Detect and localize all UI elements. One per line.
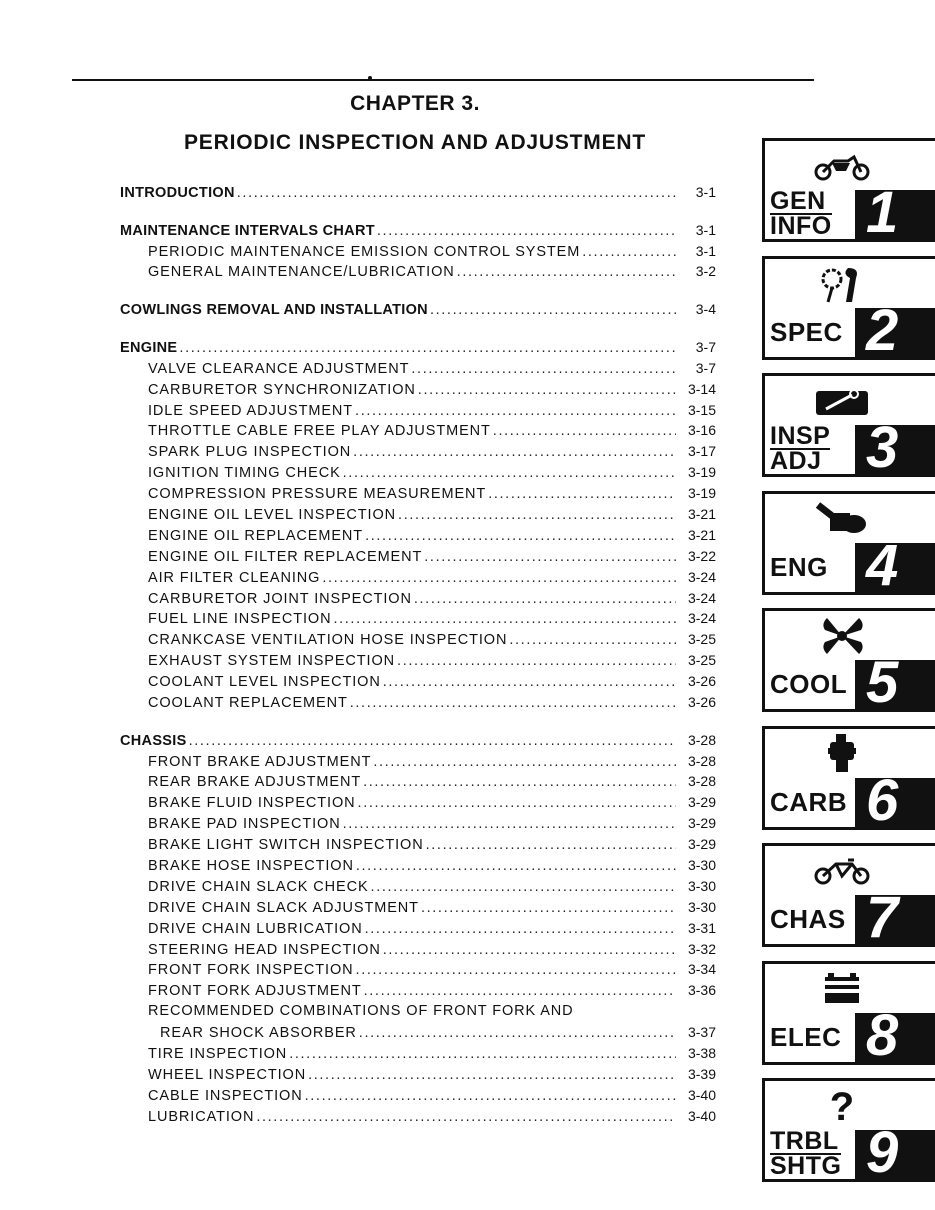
- toc-entry-label: RECOMMENDED COMBINATIONS OF FRONT FORK AND: [148, 1003, 574, 1020]
- toc-entry-label: ENGINE: [120, 339, 178, 356]
- toc-group: [120, 732, 716, 1129]
- toc-dot-leader: [509, 632, 676, 648]
- toc-entry-label: GENERAL MAINTENANCE/LUBRICATION: [148, 264, 455, 281]
- toc-entry-page: 3-1: [695, 221, 716, 238]
- toc-entry-label: CRANKCASE VENTILATION HOSE INSPECTION: [148, 632, 508, 649]
- toc-entry[interactable]: [120, 899, 716, 920]
- toc-entry[interactable]: [120, 673, 716, 694]
- toc-entry-label: COWLINGS REMOVAL AND INSTALLATION: [120, 302, 428, 319]
- toc-entry-page: 3-29: [687, 836, 716, 853]
- toc-entry-page: 3-40: [687, 1086, 716, 1103]
- chapter-title: PERIODIC INSPECTION AND ADJUSTMENT: [183, 131, 646, 154]
- toc-entry-page: 3-15: [687, 401, 716, 418]
- toc-dot-leader: [358, 795, 676, 811]
- tab-number: 2: [866, 297, 899, 363]
- chapter-number: CHAPTER 3.: [350, 92, 480, 115]
- toc-entry-label: LUBRICATION: [148, 1108, 255, 1125]
- toc-entry[interactable]: [120, 794, 716, 815]
- toc-entry-label: CHASSIS: [120, 732, 187, 749]
- toc-entry-label: BRAKE FLUID INSPECTION: [148, 795, 356, 812]
- toc-entry-label: ENGINE OIL FILTER REPLACEMENT: [148, 548, 423, 565]
- toc-entry[interactable]: [120, 1045, 716, 1066]
- tab-number: 1: [866, 180, 899, 245]
- tab-number: 4: [866, 532, 899, 598]
- tab-label-line: ADJ: [770, 447, 822, 475]
- tab-label-line: ENG: [770, 551, 828, 582]
- toc-entry-label: INTRODUCTION: [120, 185, 235, 201]
- toc-group: [120, 301, 716, 322]
- toc-entry-page: 3-30: [687, 898, 716, 915]
- toc-entry-label: DRIVE CHAIN LUBRICATION: [148, 920, 363, 937]
- toc-entry-label: COOLANT LEVEL INSPECTION: [148, 674, 381, 691]
- toc-entry-page: 3-1: [695, 242, 716, 259]
- tab-label: [770, 904, 846, 934]
- tab-label-line: TRBL: [770, 1130, 841, 1155]
- toc-dot-leader: [356, 858, 676, 874]
- toc-entry-label: THROTTLE CABLE FREE PLAY ADJUSTMENT: [148, 423, 491, 440]
- toc-entry-page: 3-37: [687, 1024, 716, 1041]
- toc-dot-leader: [256, 1109, 676, 1125]
- toc-dot-leader: [398, 507, 676, 523]
- toc-dot-leader: [582, 244, 676, 260]
- toc-section-entry[interactable]: [120, 732, 716, 753]
- toc-entry-label: STEERING HEAD INSPECTION: [148, 941, 381, 958]
- toc-entry[interactable]: [120, 1108, 716, 1129]
- toc-entry[interactable]: [120, 443, 716, 464]
- toc-dot-leader: [356, 962, 676, 978]
- toc-entry[interactable]: [120, 941, 716, 962]
- toc-entry[interactable]: [120, 631, 716, 652]
- toc-entry[interactable]: [120, 381, 716, 402]
- toc-dot-leader: [430, 302, 676, 318]
- toc-entry[interactable]: [120, 920, 716, 941]
- toc-entry-page: 3-4: [695, 301, 716, 318]
- table-of-contents: [120, 184, 716, 1145]
- toc-entry-label: IDLE SPEED ADJUSTMENT: [148, 402, 354, 419]
- toc-entry-page: 3-29: [687, 794, 716, 811]
- svg-text:?: ?: [829, 1085, 855, 1128]
- toc-entry-label: TIRE INSPECTION: [148, 1046, 288, 1063]
- toc-group: [120, 339, 716, 715]
- toc-group: [120, 184, 716, 205]
- tab-label-line: GEN: [770, 190, 832, 215]
- chapter-tab-cool[interactable]: [762, 608, 935, 715]
- tab-label-line: CHAS: [770, 904, 846, 934]
- toc-dot-leader: [355, 403, 676, 419]
- toc-entry-page: 3-26: [687, 693, 716, 710]
- toc-entry-label: MAINTENANCE INTERVALS CHART: [120, 222, 375, 239]
- toc-entry-label: COMPRESSION PRESSURE MEASUREMENT: [148, 486, 487, 503]
- tab-number: 9: [866, 1120, 899, 1185]
- toc-entry-label: FRONT FORK ADJUSTMENT: [148, 983, 362, 1000]
- toc-entry[interactable]: [120, 590, 716, 611]
- toc-entry-page: 3-21: [687, 526, 716, 543]
- toc-entry[interactable]: [120, 1024, 716, 1045]
- rule-mark: [368, 76, 372, 80]
- toc-entry-label: FRONT FORK INSPECTION: [148, 962, 354, 979]
- toc-dot-leader: [493, 423, 676, 439]
- toc-entry-page: 3-21: [687, 505, 716, 522]
- toc-entry-label: BRAKE PAD INSPECTION: [148, 816, 341, 833]
- toc-entry[interactable]: [120, 878, 716, 899]
- toc-entry[interactable]: [120, 773, 716, 794]
- toc-entry-page: 3-25: [687, 652, 716, 669]
- toc-entry-page: 3-1: [695, 184, 716, 200]
- toc-entry-page: 3-7: [695, 338, 716, 355]
- tab-label: [770, 786, 848, 817]
- toc-entry-page: 3-38: [687, 1045, 716, 1062]
- toc-entry-label: FRONT BRAKE ADJUSTMENT: [148, 753, 372, 770]
- toc-entry-page: 3-28: [687, 731, 716, 748]
- tab-label-line: CARB: [770, 786, 848, 817]
- toc-entry[interactable]: [120, 569, 716, 590]
- tab-label-line: SHTG: [770, 1152, 842, 1180]
- toc-entry-page: 3-28: [687, 752, 716, 769]
- toc-entry-page: 3-24: [687, 610, 716, 627]
- chapter-tab-spec[interactable]: [762, 256, 935, 363]
- toc-section-entry[interactable]: [120, 222, 716, 243]
- toc-entry-page: 3-29: [687, 815, 716, 832]
- toc-entry-page: 3-40: [687, 1107, 716, 1124]
- toc-section-entry[interactable]: [120, 339, 716, 360]
- toc-entry-page: 3-17: [687, 443, 716, 460]
- toc-dot-leader: [426, 837, 676, 853]
- toc-entry-label: FUEL LINE INSPECTION: [148, 611, 332, 628]
- toc-entry[interactable]: [120, 464, 716, 485]
- toc-dot-leader: [343, 465, 676, 481]
- toc-entry-page: 3-7: [695, 359, 716, 376]
- tab-label-line: COOL: [770, 669, 848, 699]
- toc-entry-page: 3-16: [687, 422, 716, 439]
- toc-entry-page: 3-30: [687, 877, 716, 894]
- toc-entry[interactable]: [120, 360, 716, 381]
- toc-entry[interactable]: [120, 527, 716, 548]
- toc-dot-leader: [365, 921, 676, 937]
- toc-entry-label: CARBURETOR JOINT INSPECTION: [148, 590, 412, 607]
- toc-entry-label: DRIVE CHAIN SLACK CHECK: [148, 878, 369, 895]
- toc-entry-page: 3-14: [687, 380, 716, 397]
- toc-dot-leader: [343, 816, 676, 832]
- tab-label: [770, 187, 832, 240]
- toc-group: [120, 222, 716, 285]
- toc-dot-leader: [397, 653, 676, 669]
- toc-entry-page: 3-2: [695, 263, 716, 280]
- tab-label: [770, 422, 831, 475]
- toc-entry-page: 3-25: [687, 631, 716, 648]
- toc-entry-page: 3-19: [687, 485, 716, 502]
- toc-dot-leader: [373, 754, 676, 770]
- tab-number: 7: [866, 885, 899, 950]
- tab-number: 8: [866, 1002, 899, 1068]
- toc-dot-leader: [353, 444, 676, 460]
- toc-dot-leader: [421, 900, 676, 916]
- toc-dot-leader: [365, 528, 676, 544]
- toc-entry[interactable]: [120, 610, 716, 631]
- toc-entry-label: ENGINE OIL REPLACEMENT: [148, 527, 364, 544]
- tab-label-line: ELEC: [770, 1021, 842, 1052]
- toc-entry[interactable]: [120, 652, 716, 673]
- toc-entry[interactable]: [120, 1066, 716, 1087]
- toc-entry-page: 3-30: [687, 857, 716, 874]
- toc-entry-label: DRIVE CHAIN SLACK ADJUSTMENT: [148, 899, 419, 916]
- toc-entry-label: COOLANT REPLACEMENT: [148, 694, 348, 711]
- toc-entry-label: EXHAUST SYSTEM INSPECTION: [148, 653, 396, 670]
- toc-entry-label: WHEEL INSPECTION: [148, 1066, 307, 1083]
- toc-entry-page: 3-19: [687, 464, 716, 481]
- toc-entry-page: 3-22: [687, 547, 716, 564]
- toc-entry-label: VALVE CLEARANCE ADJUSTMENT: [148, 360, 410, 377]
- toc-dot-leader: [383, 674, 676, 690]
- tab-label: [770, 1021, 842, 1052]
- toc-entry-label: BRAKE LIGHT SWITCH INSPECTION: [148, 837, 424, 854]
- toc-entry-page: 3-26: [687, 673, 716, 690]
- toc-dot-leader: [411, 361, 676, 377]
- toc-entry[interactable]: [120, 961, 716, 982]
- toc-entry[interactable]: [120, 506, 716, 527]
- toc-entry-page: 3-36: [687, 982, 716, 999]
- toc-entry[interactable]: [120, 815, 716, 836]
- toc-entry-label: IGNITION TIMING CHECK: [148, 465, 341, 482]
- toc-entry[interactable]: [120, 982, 716, 1003]
- toc-entry[interactable]: [120, 694, 716, 715]
- toc-dot-leader: [424, 549, 676, 565]
- toc-entry[interactable]: [120, 753, 716, 774]
- toc-section-entry[interactable]: [120, 184, 716, 205]
- toc-dot-leader: [322, 570, 676, 586]
- toc-entry-page: 3-24: [687, 589, 716, 606]
- toc-entry[interactable]: [120, 243, 716, 264]
- toc-dot-leader: [289, 1046, 676, 1062]
- toc-dot-leader: [308, 1067, 676, 1083]
- tab-label: [770, 1127, 842, 1180]
- chapter-tab-chas[interactable]: [762, 843, 935, 950]
- toc-entry[interactable]: [120, 1003, 716, 1024]
- chapter-tab-elec[interactable]: [762, 961, 935, 1068]
- tab-number: 3: [866, 415, 899, 480]
- toc-dot-leader: [363, 774, 676, 790]
- toc-section-entry[interactable]: [120, 301, 716, 322]
- toc-entry[interactable]: [120, 422, 716, 443]
- toc-entry[interactable]: [120, 263, 716, 284]
- tab-label-line: INFO: [770, 212, 832, 240]
- toc-entry-page: 3-31: [687, 919, 716, 936]
- toc-entry-label: REAR BRAKE ADJUSTMENT: [148, 774, 362, 791]
- toc-entry-label: CABLE INSPECTION: [148, 1087, 303, 1104]
- chapter-tab-gen-info[interactable]: [762, 138, 935, 245]
- toc-dot-leader: [414, 591, 676, 607]
- tab-number: 6: [866, 767, 899, 833]
- top-rule: [72, 79, 814, 81]
- toc-entry-page: 3-28: [687, 773, 716, 790]
- toc-entry-page: 3-39: [687, 1065, 716, 1082]
- toc-entry[interactable]: [120, 836, 716, 857]
- tab-label: [770, 316, 843, 347]
- toc-dot-leader: [189, 733, 676, 749]
- toc-entry-label: ENGINE OIL LEVEL INSPECTION: [148, 506, 397, 523]
- toc-dot-leader: [418, 382, 676, 398]
- toc-dot-leader: [237, 185, 676, 201]
- toc-dot-leader: [488, 486, 676, 502]
- toc-dot-leader: [371, 879, 676, 895]
- toc-entry-label: SPARK PLUG INSPECTION: [148, 444, 352, 461]
- toc-entry[interactable]: [120, 1087, 716, 1108]
- tab-label-line: SPEC: [770, 316, 843, 347]
- tab-label: [770, 669, 848, 699]
- chapter-tab-insp-adj[interactable]: [762, 373, 935, 480]
- toc-dot-leader: [359, 1025, 676, 1041]
- toc-entry[interactable]: [120, 402, 716, 423]
- toc-dot-leader: [333, 611, 676, 627]
- toc-dot-leader: [350, 695, 676, 711]
- toc-entry-page: 3-24: [687, 568, 716, 585]
- toc-dot-leader: [377, 223, 676, 239]
- tab-label: [770, 551, 828, 582]
- toc-entry-label: REAR SHOCK ABSORBER: [160, 1025, 357, 1042]
- toc-dot-leader: [457, 264, 676, 280]
- toc-entry[interactable]: [120, 857, 716, 878]
- toc-entry-label: BRAKE HOSE INSPECTION: [148, 858, 354, 875]
- chapter-tab-carb[interactable]: [762, 726, 935, 833]
- tab-label-line: INSP: [770, 422, 831, 450]
- toc-dot-leader: [305, 1088, 676, 1104]
- toc-entry-page: 3-34: [687, 961, 716, 978]
- toc-entry-label: CARBURETOR SYNCHRONIZATION: [148, 381, 416, 398]
- toc-dot-leader: [364, 983, 676, 999]
- chapter-tab-eng[interactable]: [762, 491, 935, 598]
- toc-entry[interactable]: [120, 548, 716, 569]
- toc-dot-leader: [179, 340, 676, 356]
- toc-entry-page: 3-32: [687, 940, 716, 957]
- toc-entry-label: AIR FILTER CLEANING: [148, 569, 321, 586]
- toc-entry-label: PERIODIC MAINTENANCE EMISSION CONTROL SYSTEM: [148, 243, 581, 260]
- toc-dot-leader: [383, 942, 676, 958]
- toc-entry[interactable]: [120, 485, 716, 506]
- chapter-tab-trbl-shtg[interactable]: [762, 1078, 935, 1185]
- tab-number: 5: [866, 650, 899, 715]
